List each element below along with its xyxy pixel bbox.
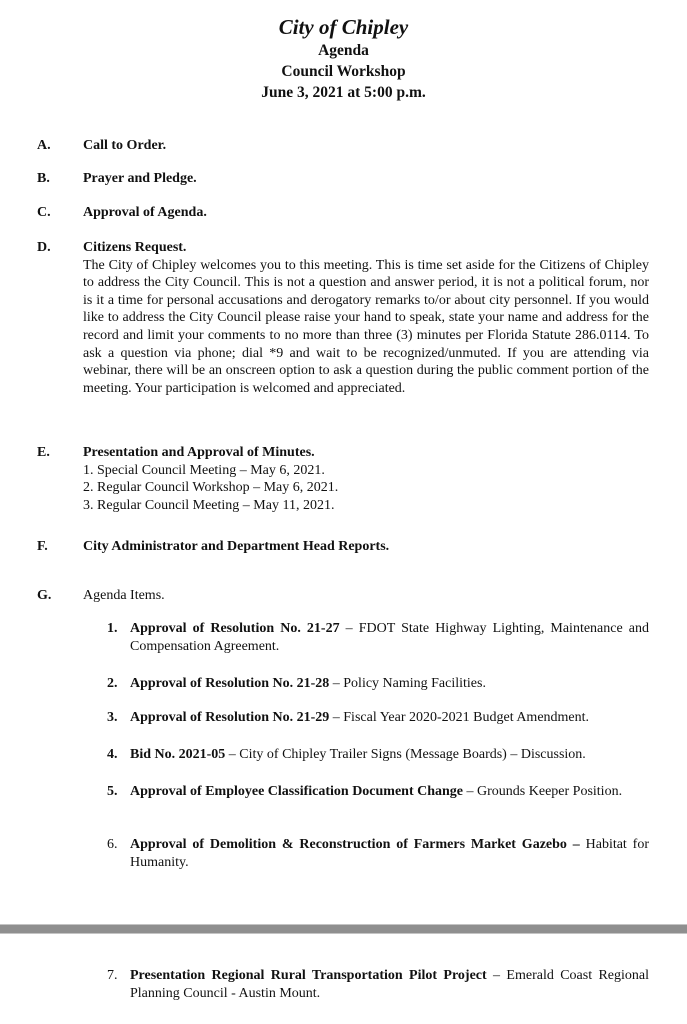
section-letter: B. [37,171,50,186]
agenda-item-7 [107,967,649,1002]
city-title: City of Chipley [278,15,409,39]
item-title: Approval of Resolution No. 21-28 [130,676,330,691]
agenda-item-6 [107,836,649,871]
section-heading: City Administrator and Department Head Reports. [83,539,390,554]
section-e [37,444,649,514]
minutes-list [83,462,649,515]
item-description: – City of Chipley Trailer Signs (Message Boards) – Discussion. [225,747,586,762]
item-number: 1. [107,621,118,636]
section-heading: Prayer and Pledge. [83,171,197,186]
item-number: 4. [107,747,118,762]
section-letter: C. [37,205,51,220]
item-title: Presentation Regional Rural Transportation Pilot Project [130,968,487,983]
section-b [37,170,649,188]
agenda-item-1 [107,620,649,655]
item-title: Approval of Employee Classification Document Change [130,784,464,799]
item-description: – Policy Naming Facilities. [329,676,486,691]
agenda-item-2 [107,675,649,693]
section-heading: Citizens Request. [83,240,187,255]
section-c [37,204,649,222]
item-description: – Emerald Coast Regional Planning Council - Austin Mount. [130,968,649,1001]
agenda-label: Agenda [318,42,369,59]
section-heading: Agenda Items. [83,588,165,603]
item-description: – Fiscal Year 2020-2021 Budget Amendment. [329,710,590,725]
agenda-item-3 [107,709,649,727]
section-heading: Approval of Agenda. [83,205,207,220]
item-title: Approval of Demolition & Reconstruction of Farmers Market Gazebo – [130,837,580,852]
document-header [0,14,687,103]
section-letter: G. [37,588,52,603]
agenda-item-4 [107,746,649,764]
citizens-request-paragraph: The City of Chipley welcomes you to this meeting. This is time set aside for the Citizens of Chipley to address the City Council. This is not a question and answer period, it is not a political forum, nor is it a time for personal accusations and derogatory remarks to/or about city personnel. If you would like to address the City Council please raise your hand to speak, state your name and address for the record and limit your comments to no more than three (3) minutes per Florida Statute 286.0114. To ask a question via phone; dial *9 and wait to be recognized/unmuted. If you are attending via webinar, there will be an onscreen option to ask a question during the public comment portion of the meeting. Your participation is welcomed and appreciated. [83,257,649,396]
item-number: 2. [107,676,118,691]
section-heading: Call to Order. [83,138,167,153]
section-f [37,538,649,556]
section-a [37,137,649,155]
minutes-item: 2. Regular Council Workshop – May 6, 2021. [83,480,339,496]
section-heading: Presentation and Approval of Minutes. [83,445,315,460]
item-number: 7. [107,968,118,983]
section-letter: F. [37,539,48,554]
item-number: 3. [107,710,118,725]
section-letter: D. [37,240,51,255]
item-description: Habitat for Humanity. [130,837,649,870]
meeting-date: June 3, 2021 at 5:00 p.m. [261,84,426,101]
page-separator [0,924,687,934]
item-title: Approval of Resolution No. 21-27 [130,621,340,636]
item-title: Approval of Resolution No. 21-29 [130,710,330,725]
item-description: – FDOT State Highway Lighting, Maintenance and Compensation Agreement. [130,621,649,654]
section-g [37,587,649,605]
item-description: – Grounds Keeper Position. [463,784,623,799]
section-letter: E. [37,445,50,460]
minutes-item: 3. Regular Council Meeting – May 11, 2021. [83,497,335,513]
agenda-item-5 [107,783,649,801]
item-number: 5. [107,784,118,799]
item-number: 6. [107,837,118,852]
section-letter: A. [37,138,51,153]
section-d [37,239,649,397]
item-title: Bid No. 2021-05 [130,747,226,762]
minutes-item: 1. Special Council Meeting – May 6, 2021. [83,462,325,478]
meeting-type: Council Workshop [281,63,406,80]
